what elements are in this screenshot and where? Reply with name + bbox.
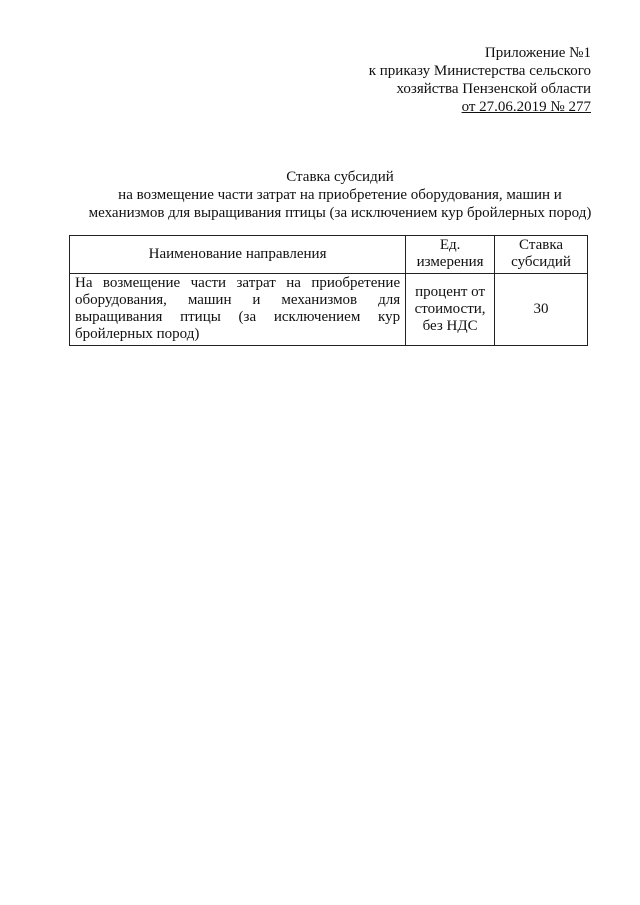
header-name: Наименование направления (70, 236, 406, 274)
appendix-header (369, 44, 591, 116)
row-rate-value: 30 (495, 274, 588, 346)
table-row (70, 274, 588, 346)
row-unit (406, 274, 495, 346)
row-direction-name: На возмещение части затрат на приобретение оборудования, машин и механизмов для выращивания птицы (за исключением кур бройлерных пород) (70, 274, 406, 346)
appendix-order-ref: к приказу Министерства сельского (368, 63, 591, 79)
subsidy-rate-table (69, 235, 588, 346)
header-rate-line-1: Ставка (519, 237, 564, 253)
row-unit-line-2: стоимости, (414, 300, 486, 317)
row-unit-line-1: процент от (415, 283, 486, 300)
document-title (60, 168, 620, 222)
title-subline-1: на возмещение части затрат на приобретение оборудования, машин и (118, 187, 562, 203)
header-unit (406, 236, 495, 274)
title-heading: Ставка субсидий (286, 169, 394, 185)
row-unit-line-3: без НДС (422, 317, 478, 334)
table-header-row (70, 236, 588, 274)
appendix-number: Приложение №1 (484, 45, 591, 61)
title-subline-2: механизмов для выращивания птицы (за исключением кур бройлерных пород) (88, 205, 592, 221)
header-unit-line-2: измерения (416, 254, 484, 270)
header-rate (495, 236, 588, 274)
appendix-order-date: от 27.06.2019 № 277 (461, 99, 591, 115)
header-rate-line-2: субсидий (511, 254, 571, 270)
header-unit-line-1: Ед. (439, 237, 461, 253)
appendix-ministry: хозяйства Пензенской области (396, 81, 591, 97)
